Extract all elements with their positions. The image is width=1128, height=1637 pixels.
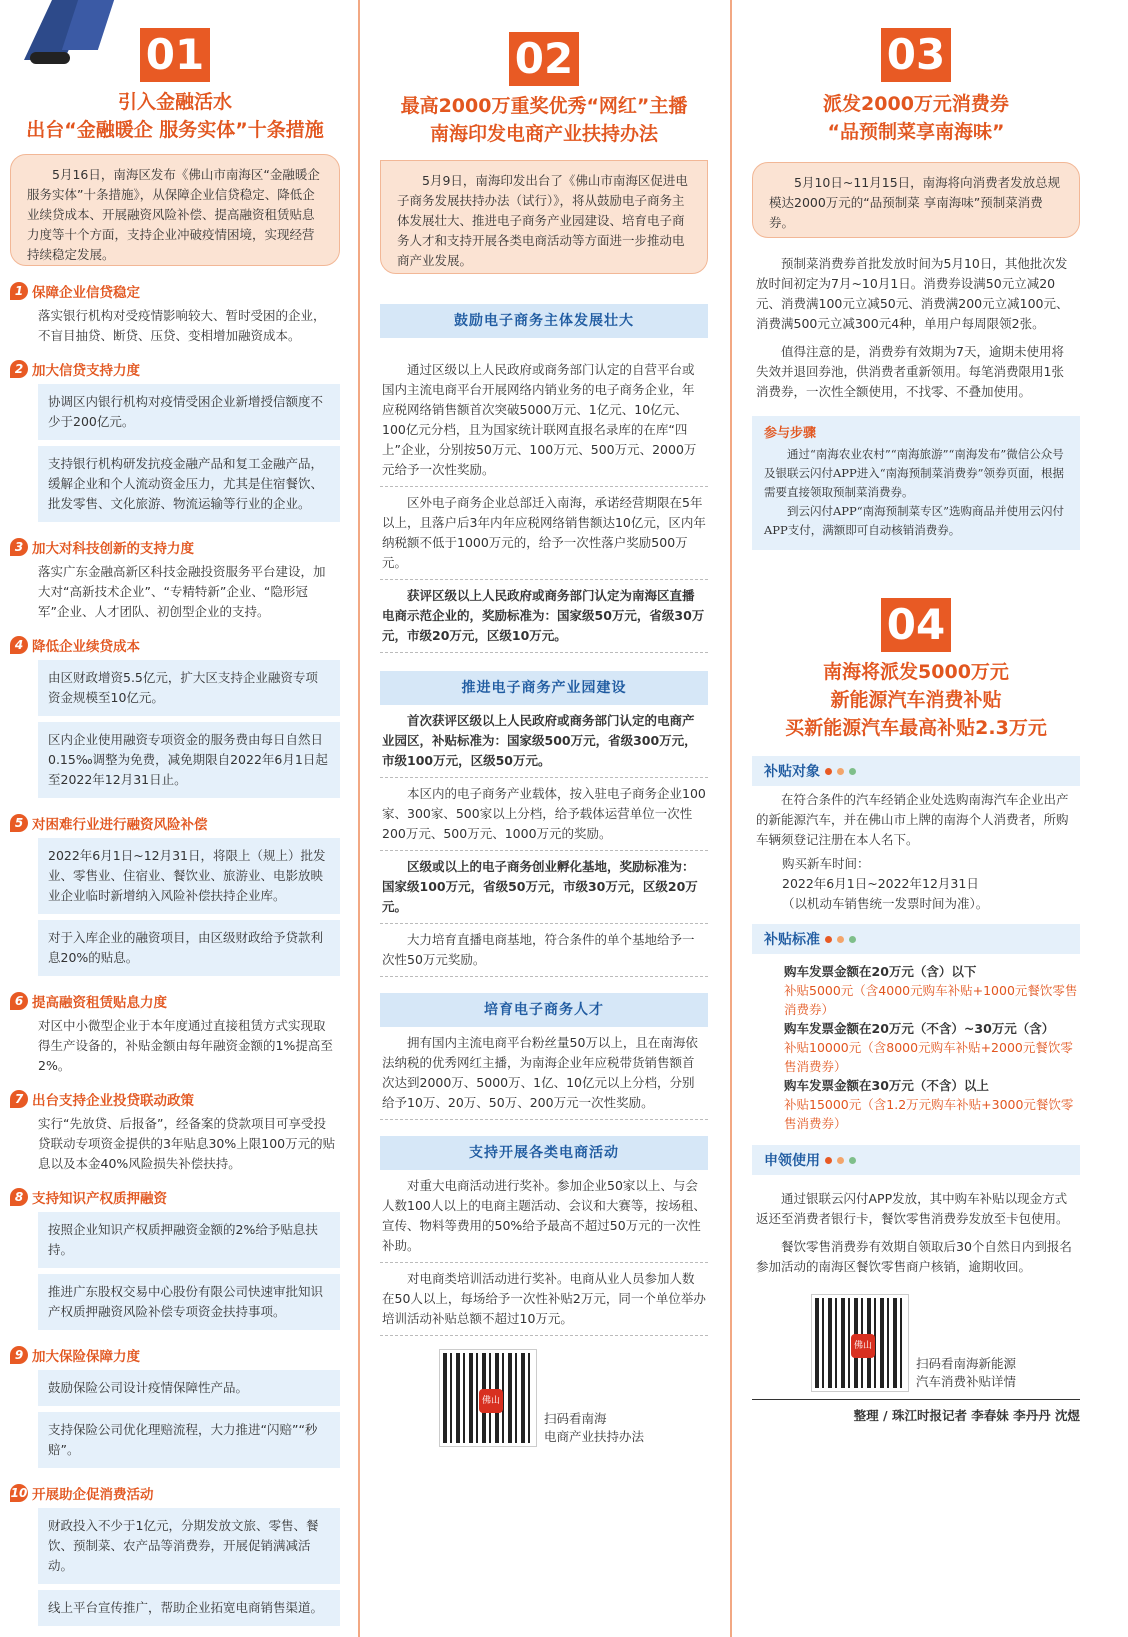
measure-title: 出台支持企业投贷联动政策: [32, 1093, 194, 1109]
measure-text: 落实银行机构对受疫情影响较大、暂时受困的企业，不盲目抽贷、断贷、压贷、变相增加融资成本。: [38, 308, 326, 343]
paragraph: 值得注意的是，消费券有效期为7天，逾期未使用将失效并退回券池，供消费者重新领用。每笔消费限用1张消费券，一次性全额使用，不找零、不叠加使用。: [756, 344, 1064, 399]
measure-box: 推进广东股权交易中心股份有限公司快速审批知识产权质押融资风险补偿专项资金扶持事项。: [38, 1274, 340, 1330]
qr-code[interactable]: [440, 1350, 536, 1446]
measures-list: [10, 280, 340, 1637]
column-divider: [358, 0, 360, 1637]
qr-block: [440, 1350, 708, 1446]
standard-amount: 补贴5000元（含4000元购车补贴+1000元餐饮零售消费券）: [784, 983, 1078, 1017]
measure-number-icon: 7: [10, 1090, 28, 1108]
section-subtitle: 出台“金融暖企 服务实体”十条措施: [26, 119, 324, 141]
standard-tier: 购车发票金额在20万元（含）以下: [784, 964, 977, 979]
column-divider: [730, 0, 732, 1637]
section-title: 引入金融活水: [117, 91, 232, 113]
qr-caption: 汽车消费补贴详情: [916, 1374, 1017, 1389]
steps-box: [752, 416, 1080, 550]
measure-number-icon: 6: [10, 992, 28, 1010]
qr-block: [812, 1295, 1080, 1391]
paragraph: 通过区级以上人民政府或商务部门认定的自营平台或国内主流电商平台开展网络内销业务的电子商务企业，年应税网络销售额首次突破5000万元、1亿元、10亿元、100亿元分档，且为国家统计联网直报名录库的在库“四上”企业，分别按50万元、100万元、500万元、2000万元给予一次性奖励。: [380, 354, 708, 487]
measure-number-icon: 5: [10, 814, 28, 832]
time-note: （以机动车销售统一发票时间为准）。: [782, 896, 989, 911]
measure-heading: [10, 358, 340, 380]
band-heading: 鼓励电子商务主体发展壮大: [380, 304, 708, 338]
steps-title: 参与步骤: [764, 426, 817, 441]
paragraph: 本区内的电子商务产业载体，按入驻电子商务企业100家、300家、500家以上分档，给予载体运营单位一次性200万元、500万元、1000万元的奖励。: [380, 778, 708, 851]
measure-heading: [10, 1344, 340, 1366]
measure-box: 协调区内银行机构对疫情受困企业新增授信额度不少于200亿元。: [38, 384, 340, 440]
subsidy-standards: [752, 954, 1080, 1137]
tag-label: 补贴对象: [764, 764, 820, 780]
tag-heading: [752, 756, 1080, 786]
measure-heading: [10, 536, 340, 558]
section-badge: 04: [881, 598, 951, 652]
measure-box: 2022年6月1日~12月31日，将限上（规上）批发业、零售业、住宿业、餐饮业、旅游业、电影放映业企业临时新增纳入风险补偿扶持企业库。: [38, 838, 340, 914]
qr-caption: 电商产业扶持办法: [544, 1429, 645, 1444]
paragraph: 获评区级以上人民政府或商务部门认定为南海区直播电商示范企业的，奖励标准为：国家级50万元，省级30万元，市级20万元，区级10万元。: [380, 580, 708, 653]
paragraph: 对电商类培训活动进行奖补。电商从业人员参加人数在50人以上，每场给予一次性补贴2万元，同一个单位举办培训活动补贴总额不超过10万元。: [380, 1263, 708, 1336]
measure-heading: [10, 990, 340, 1012]
column-ecommerce: [380, 0, 708, 1446]
standard-tier: 购车发票金额在30万元（不含）以上: [784, 1078, 989, 1093]
section-badge: 02: [509, 32, 579, 86]
measure-text: 实行“先放贷、后报备”，经备案的贷款项目可享受投贷联动专项资金提供的3年贴息30%上限100万元的贴息以及本金40%风险损失补偿扶持。: [38, 1116, 336, 1171]
measure-box: 支持银行机构研发抗疫金融产品和复工金融产品，缓解企业和个人流动资金压力，尤其是住宿餐饮、批发零售、文化旅游、物流运输等行业的企业。: [38, 446, 340, 522]
standard-amount: 补贴15000元（含1.2万元购车补贴+3000元餐饮零售消费券）: [784, 1097, 1074, 1131]
tag-heading: [752, 1145, 1080, 1175]
tag-label: 补贴标准: [764, 932, 820, 948]
measure-title: 加大保险保障力度: [32, 1349, 140, 1365]
measure-number-icon: 1: [10, 282, 28, 300]
paragraph: 通过银联云闪付APP发放，其中购车补贴以现金方式返还至消费者银行卡，餐饮零售消费券发放至卡包使用。: [756, 1191, 1069, 1226]
paragraph: 预制菜消费券首批发放时间为5月10日，其他批次发放时间初定为7月~10月1日。消费券设满50元立减20元、消费满100元立减50元、消费满200元立减100元、消费满500元立减300元4种，单用户每周限领2张。: [756, 256, 1069, 331]
paragraph: 在符合条件的汽车经销企业处选购南海汽车企业出产的新能源汽车，并在佛山市上牌的南海个人消费者，所购车辆须登记注册在本人名下。: [756, 792, 1069, 847]
measure-heading: [10, 812, 340, 834]
section-badge: 03: [881, 28, 951, 82]
section-subtitle: “品预制菜享南海味”: [827, 121, 1005, 143]
measure-heading: [10, 1482, 340, 1504]
measure-box: 线上平台宣传推广，帮助企业拓宽电商销售渠道。: [38, 1590, 340, 1626]
measure-title: 加大对科技创新的支持力度: [32, 541, 194, 557]
measure-heading: [10, 634, 340, 656]
intro-box: 5月9日，南海印发出台了《佛山市南海区促进电子商务发展扶持办法（试行）》，将从鼓励电子商务主体发展壮大、推进电子商务产业园建设、培育电子商务人才和支持开展各类电商活动等方面进一步推动电商产业发展。: [380, 160, 708, 274]
section-badge: 01: [140, 28, 210, 82]
measure-number-icon: 8: [10, 1188, 28, 1206]
paragraph: 大力培育直播电商基地，符合条件的单个基地给予一次性50万元奖励。: [380, 924, 708, 977]
band-heading: 推进电子商务产业园建设: [380, 671, 708, 705]
measure-title: 支持知识产权质押融资: [32, 1191, 167, 1207]
qr-code[interactable]: [812, 1295, 908, 1391]
measure-number-icon: 2: [10, 360, 28, 378]
time-value: 2022年6月1日~2022年12月31日: [782, 876, 979, 891]
measure-box: 鼓励保险公司设计疫情保障性产品。: [38, 1370, 340, 1406]
paragraph: 对重大电商活动进行奖补。参加企业50家以上、与会人数100人以上的电商主题活动、会议和大赛等，按场租、宣传、物料等费用的50%给予最高不超过50万元的一次性补助。: [380, 1170, 708, 1263]
column-consumption: [752, 0, 1080, 1424]
paragraph: 拥有国内主流电商平台粉丝量50万以上，且在南海依法纳税的优秀网红主播，为南海企业年应税带货销售额首次达到2000万、5000万、1亿、10亿元以上分档，分别给予10万、20万、50万、200万元一次性奖励。: [380, 1027, 708, 1120]
measure-title: 开展助企促消费活动: [32, 1487, 154, 1503]
paragraph: 区外电子商务企业总部迁入南海，承诺经营期限在5年以上，且落户后3年内年应税网络销售额达10亿元，区内年纳税额不低于1000万元的，给予一次性落户奖励500万元。: [380, 487, 708, 580]
measure-box: 支持保险公司优化理赔流程，大力推进“闪赔”“秒赔”。: [38, 1412, 340, 1468]
step-text: 到云闪付APP“南海预制菜专区”选购商品并使用云闪付APP支付，满额即可自动核销消费券。: [764, 504, 1065, 537]
section-title: 最高2000万重奖优秀“网红”主播: [400, 95, 688, 117]
column-finance: [10, 0, 340, 1637]
measure-text: 对区中小微型企业于本年度通过直接租赁方式实现取得生产设备的，补贴金额由每年融资金额的1%提高至2%。: [38, 1018, 333, 1073]
qr-caption: 扫码看南海新能源: [916, 1356, 1017, 1371]
measure-title: 对困难行业进行融资风险补偿: [32, 817, 208, 833]
measure-heading: [10, 1186, 340, 1208]
paragraph: 首次获评区级以上人民政府或商务部门认定的电商产业园区，补贴标准为：国家级500万元，省级300万元，市级100万元，区级50万元。: [380, 705, 708, 778]
qr-logo: 佛山: [479, 1389, 503, 1413]
paragraph: 区级或以上的电子商务创业孵化基地，奖励标准为：国家级100万元，省级50万元，市级30万元，区级20万元。: [380, 851, 708, 924]
band-heading: 支持开展各类电商活动: [380, 1136, 708, 1170]
measure-box: 由区财政增资5.5亿元，扩大区支持企业融资专项资金规模至10亿元。: [38, 660, 340, 716]
section-title: 买新能源汽车最高补贴2.3万元: [785, 717, 1047, 739]
time-label: 购买新车时间：: [782, 856, 870, 871]
measure-title: 保障企业信贷稳定: [32, 285, 140, 301]
qr-caption: 扫码看南海: [544, 1411, 607, 1426]
measure-number-icon: 4: [10, 636, 28, 654]
measure-box: 区内企业使用融资专项资金的服务费由每日自然日0.15‰调整为免费，减免期限自2022年6月1日起至2022年12月31日止。: [38, 722, 340, 798]
measure-box: 对于入库企业的融资项目，由区级财政给予贷款利息20%的贴息。: [38, 920, 340, 976]
credit-line: 整理 / 珠江时报记者 李春妹 李丹丹 沈煜: [752, 1399, 1080, 1424]
section-title: 派发2000万元消费券: [823, 93, 1009, 115]
tag-heading: [752, 924, 1080, 954]
measure-heading: [10, 1088, 340, 1110]
measure-box: 财政投入不少于1亿元，分期发放文旅、零售、餐饮、预制菜、农产品等消费券，开展促销满减活动。: [38, 1508, 340, 1584]
intro-box: 5月16日，南海区发布《佛山市南海区“金融暖企 服务实体”十条措施》，从保障企业信贷稳定、降低企业续贷成本、开展融资风险补偿、提高融资租赁贴息力度等十个方面，支持企业冲破疫情困境，实现经营持续稳定发展。: [10, 154, 340, 266]
measure-number-icon: 3: [10, 538, 28, 556]
standard-tier: 购车发票金额在20万元（不含）~30万元（含）: [784, 1021, 1055, 1036]
tag-label: 申领使用: [764, 1153, 820, 1169]
band-heading: 培育电子商务人才: [380, 993, 708, 1027]
standard-amount: 补贴10000元（含8000元购车补贴+2000元餐饮零售消费券）: [784, 1040, 1073, 1074]
measure-title: 加大信贷支持力度: [32, 363, 140, 379]
measure-title: 降低企业续贷成本: [32, 639, 140, 655]
section-title: 南海将派发5000万元: [823, 661, 1009, 683]
qr-logo: 佛山: [851, 1334, 875, 1358]
measure-heading: [10, 280, 340, 302]
paragraph: 餐饮零售消费券有效期自领取后30个自然日内到报名参加活动的南海区餐饮零售商户核销，逾期收回。: [756, 1239, 1072, 1274]
section-title: 新能源汽车消费补贴: [830, 689, 1002, 711]
measure-title: 提高融资租赁贴息力度: [32, 995, 167, 1011]
measure-text: 落实广东金融高新区科技金融投资服务平台建设，加大对“高新技术企业”、“专精特新”企业、“隐形冠军”企业、人才团队、初创型企业的支持。: [38, 564, 326, 619]
section-subtitle: 南海印发电商产业扶持办法: [429, 123, 658, 145]
intro-box: 5月10日~11月15日，南海将向消费者发放总规模达2000万元的“品预制菜 享南海味”预制菜消费券。: [752, 162, 1080, 238]
step-text: 通过“南海农业农村”“南海旅游”“南海发布”微信公众号及银联云闪付APP进入“南海预制菜消费券”领券页面，根据需要直接领取预制菜消费券。: [764, 447, 1065, 499]
measure-number-icon: 10: [10, 1486, 28, 1500]
measure-box: 按照企业知识产权质押融资金额的2%给予贴息扶持。: [38, 1212, 340, 1268]
measure-number-icon: 9: [10, 1346, 28, 1364]
